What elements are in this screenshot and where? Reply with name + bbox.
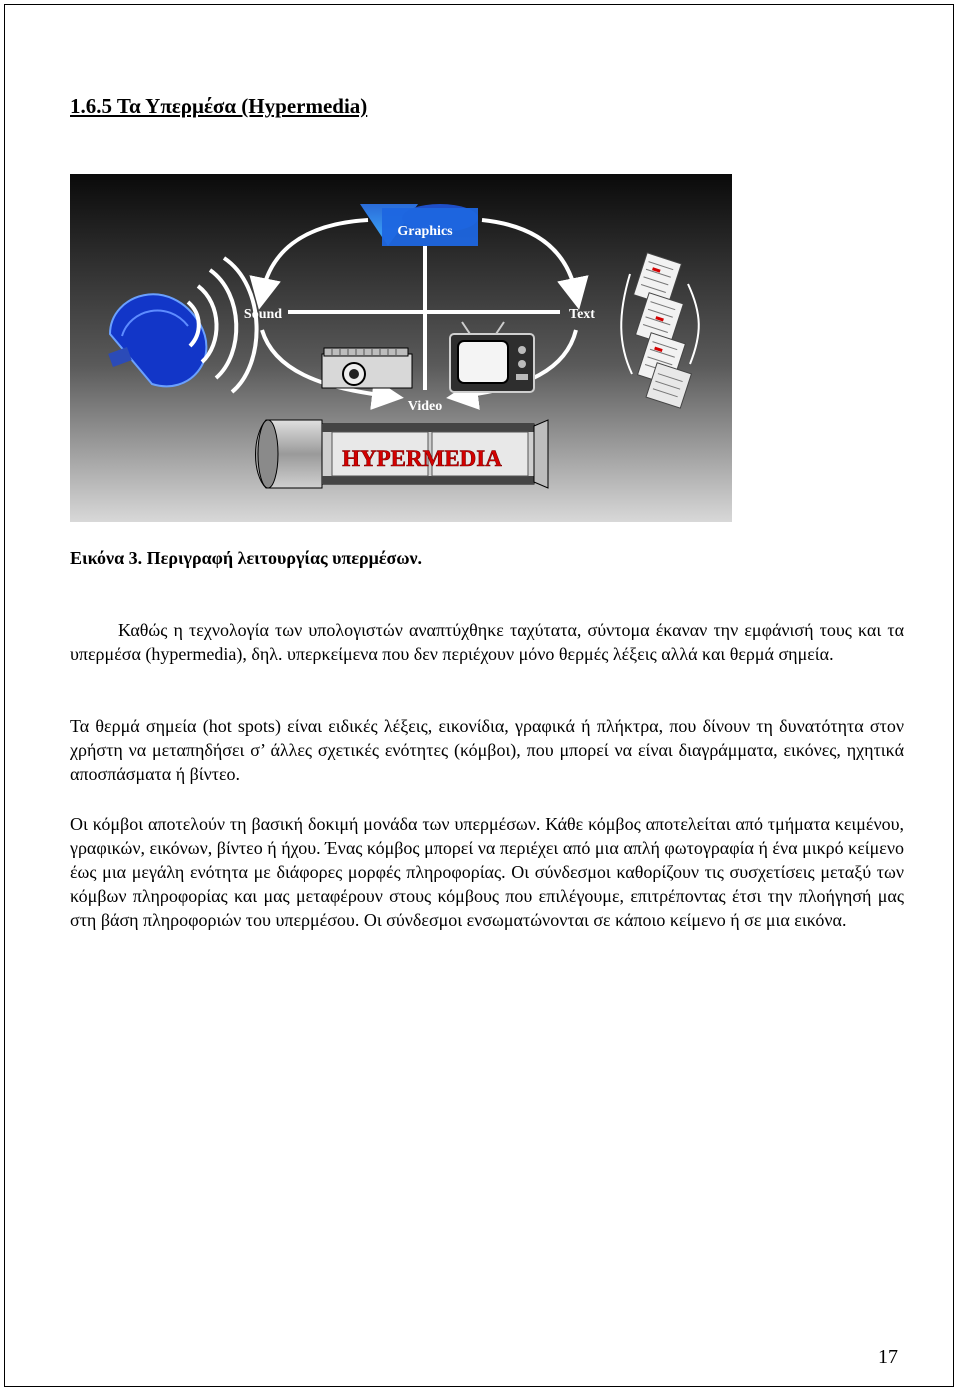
- section-heading: 1.6.5 Τα Υπερμέσα (Hypermedia): [70, 94, 368, 118]
- hypermedia-banner-text: HYPERMEDIA: [342, 446, 502, 471]
- video-label: Video: [407, 399, 443, 414]
- hypermedia-figure: [70, 174, 732, 522]
- paragraph-2: Τα θερμά σημεία (hot spots) είναι ειδικές λέξεις, εικονίδια, γραφικά ή πλήκτρα, που δίνουν τη δυνατότητα στον χρήστη να μεταπηδήσει σ’ άλλες σχετικές ενότητες (κόμβοι), που μπορεί να είναι διαγράμματα, εικόνες, ηχητικά αποσπάσματα ή βίντεο.: [70, 716, 904, 784]
- text-label: Text: [569, 307, 595, 322]
- paragraph-3: Οι κόμβοι αποτελούν τη βασική δοκιμή μονάδα των υπερμέσων. Κάθε κόμβος αποτελείται από τμήματα κειμένου, γραφικών, εικόνων, βίντεο ή ήχου. Ένας κόμβος μπορεί να περιέχει από μια απλή φωτογραφία ή ένα μικρό κείμενο έως μια μεγάλη ενότητα με διάφορες μορφές πληροφορίας. Οι σύνδεσμοι καθορίζουν τις συσχετίσεις μεταξύ των κόμβων πληροφορίας και μας μεταφέρουν στους κόμβους που επιλέγουμε, επιτρέποντας έτσι την πλοήγησή μας στη βάση πληροφοριών του υπερμέσου. Οι σύνδεσμοι ενσωματώνονται σε κάποιο κείμενο ή σε μια εικόνα.: [70, 814, 904, 930]
- hypermedia-diagram: [70, 174, 732, 522]
- sound-label: Sound: [243, 307, 283, 322]
- figure-caption: Εικόνα 3. Περιγραφή λειτουργίας υπερμέσων.: [70, 548, 423, 568]
- page-number: 17: [878, 1346, 898, 1368]
- graphics-label: Graphics: [397, 224, 453, 239]
- projector-icon: [322, 348, 412, 388]
- paragraph-1: Καθώς η τεχνολογία των υπολογιστών αναπτύχθηκε ταχύτατα, σύντομα έκαναν την εμφάνισή τους και τα υπερμέσα (hypermedia), δηλ. υπερκείμενα που δεν περιέχουν μόνο θερμές λέξεις αλλά και θερμά σημεία.: [70, 620, 904, 664]
